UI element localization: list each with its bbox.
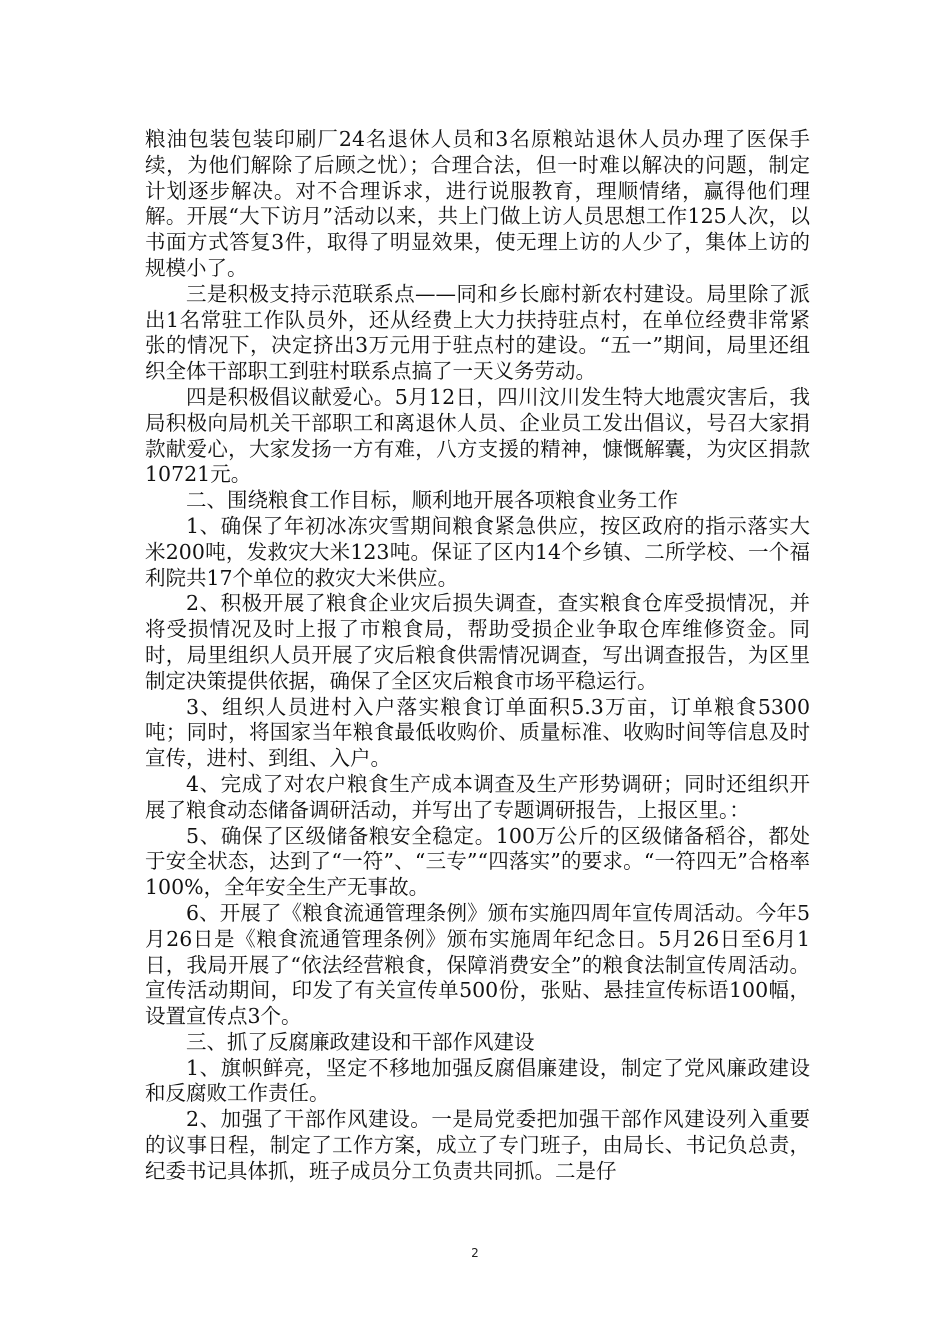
paragraph-continuation: 粮油包装包装印刷厂24名退休人员和3名原粮站退休人员办理了医保手续，为他们解除了后顾之忧）；合理合法，但一时难以解决的问题，制定计划逐步解决。对不合理诉求，进行说服教育，理顺情绪，赢得他们理解。开展“大下访月”活动以来，共上门做上访人员思想工作125人次，以书面方式答复3件，取得了明显效果，使无理上访的人少了，集体上访的规模小了。 xyxy=(145,127,810,280)
paragraph-model-village: 三是积极支持示范联系点——同和乡长廊村新农村建设。局里除了派出1名常驻工作队员外，还从经费上大力扶持驻点村，在单位经费非常紧张的情况下，决定挤出3万元用于驻点村的建设。“五一”期间，局里还组织全体干部职工到驻村联系点搞了一天义务劳动。 xyxy=(145,281,810,384)
paragraph-donation: 四是积极倡议献爱心。5月12日，四川汶川发生特大地震灾害后，我局积极向局机关干部职工和离退休人员、企业员工发出倡议，号召大家捐款献爱心，大家发扬一方有难，八方支援的精神，慷慨解囊，为灾区捐款10721元。 xyxy=(145,384,810,487)
paragraph-anticorruption-2: 2、加强了干部作风建设。一是局党委把加强干部作风建设列入重要的议事日程，制定了工作方案，成立了专门班子，由局长、书记负总责，纪委书记具体抓，班子成员分工负责共同抓。二是仔 xyxy=(145,1107,810,1183)
paragraph-item-2: 2、积极开展了粮食企业灾后损失调查，查实粮食仓库受损情况，并将受损情况及时上报了市粮食局，帮助受损企业争取仓库维修资金。同时，局里组织人员开展了灾后粮食供需情况调查，写出调查报告，为区里制定决策提供依据，确保了全区灾后粮食市场平稳运行。 xyxy=(145,591,810,693)
paragraph-item-3: 3、组织人员进村入户落实粮食订单面积5.3万亩，订单粮食5300吨；同时，将国家当年粮食最低收购价、质量标准、收购时间等信息及时宣传，进村、到组、入户。 xyxy=(145,694,810,771)
section-heading-2: 二、围绕粮食工作目标，顺利地开展各项粮食业务工作 xyxy=(186,488,678,513)
page-number: 2 xyxy=(471,1246,479,1260)
paragraph-item-5: 5、确保了区级储备粮安全稳定。100万公斤的区级储备稻谷，都处于安全状态，达到了“一符”、“三专”“四落实”的要求。“一符四无”合格率100%，全年安全生产无事故。 xyxy=(145,823,810,900)
section-heading-3: 三、抓了反腐廉政建设和干部作风建设 xyxy=(186,1029,535,1054)
body-text xyxy=(145,127,810,1185)
paragraph-item-4: 4、完成了对农户粮食生产成本调查及生产形势调研；同时还组织开展了粮食动态储备调研活动，并写出了专题调研报告，上报区里。： xyxy=(145,771,810,822)
paragraph-item-6: 6、开展了《粮食流通管理条例》颁布实施四周年宣传周活动。今年5月26日是《粮食流通管理条例》颁布实施周年纪念日。5月26日至6月1日，我局开展了“依法经营粮食，保障消费安全”的粮食法制宣传周活动。宣传活动期间，印发了有关宣传单500份，张贴、悬挂宣传标语100幅，设置宣传点3个。 xyxy=(145,900,810,1029)
paragraph-item-1: 1、确保了年初冰冻灾雪期间粮食紧急供应，按区政府的指示落实大米200吨，发救灾大米123吨。保证了区内14个乡镇、二所学校、一个福利院共17个单位的救灾大米供应。 xyxy=(145,513,810,590)
paragraph-anticorruption-1: 1、旗帜鲜亮，坚定不移地加强反腐倡廉建设，制定了党风廉政建设和反腐败工作责任。 xyxy=(145,1055,810,1106)
